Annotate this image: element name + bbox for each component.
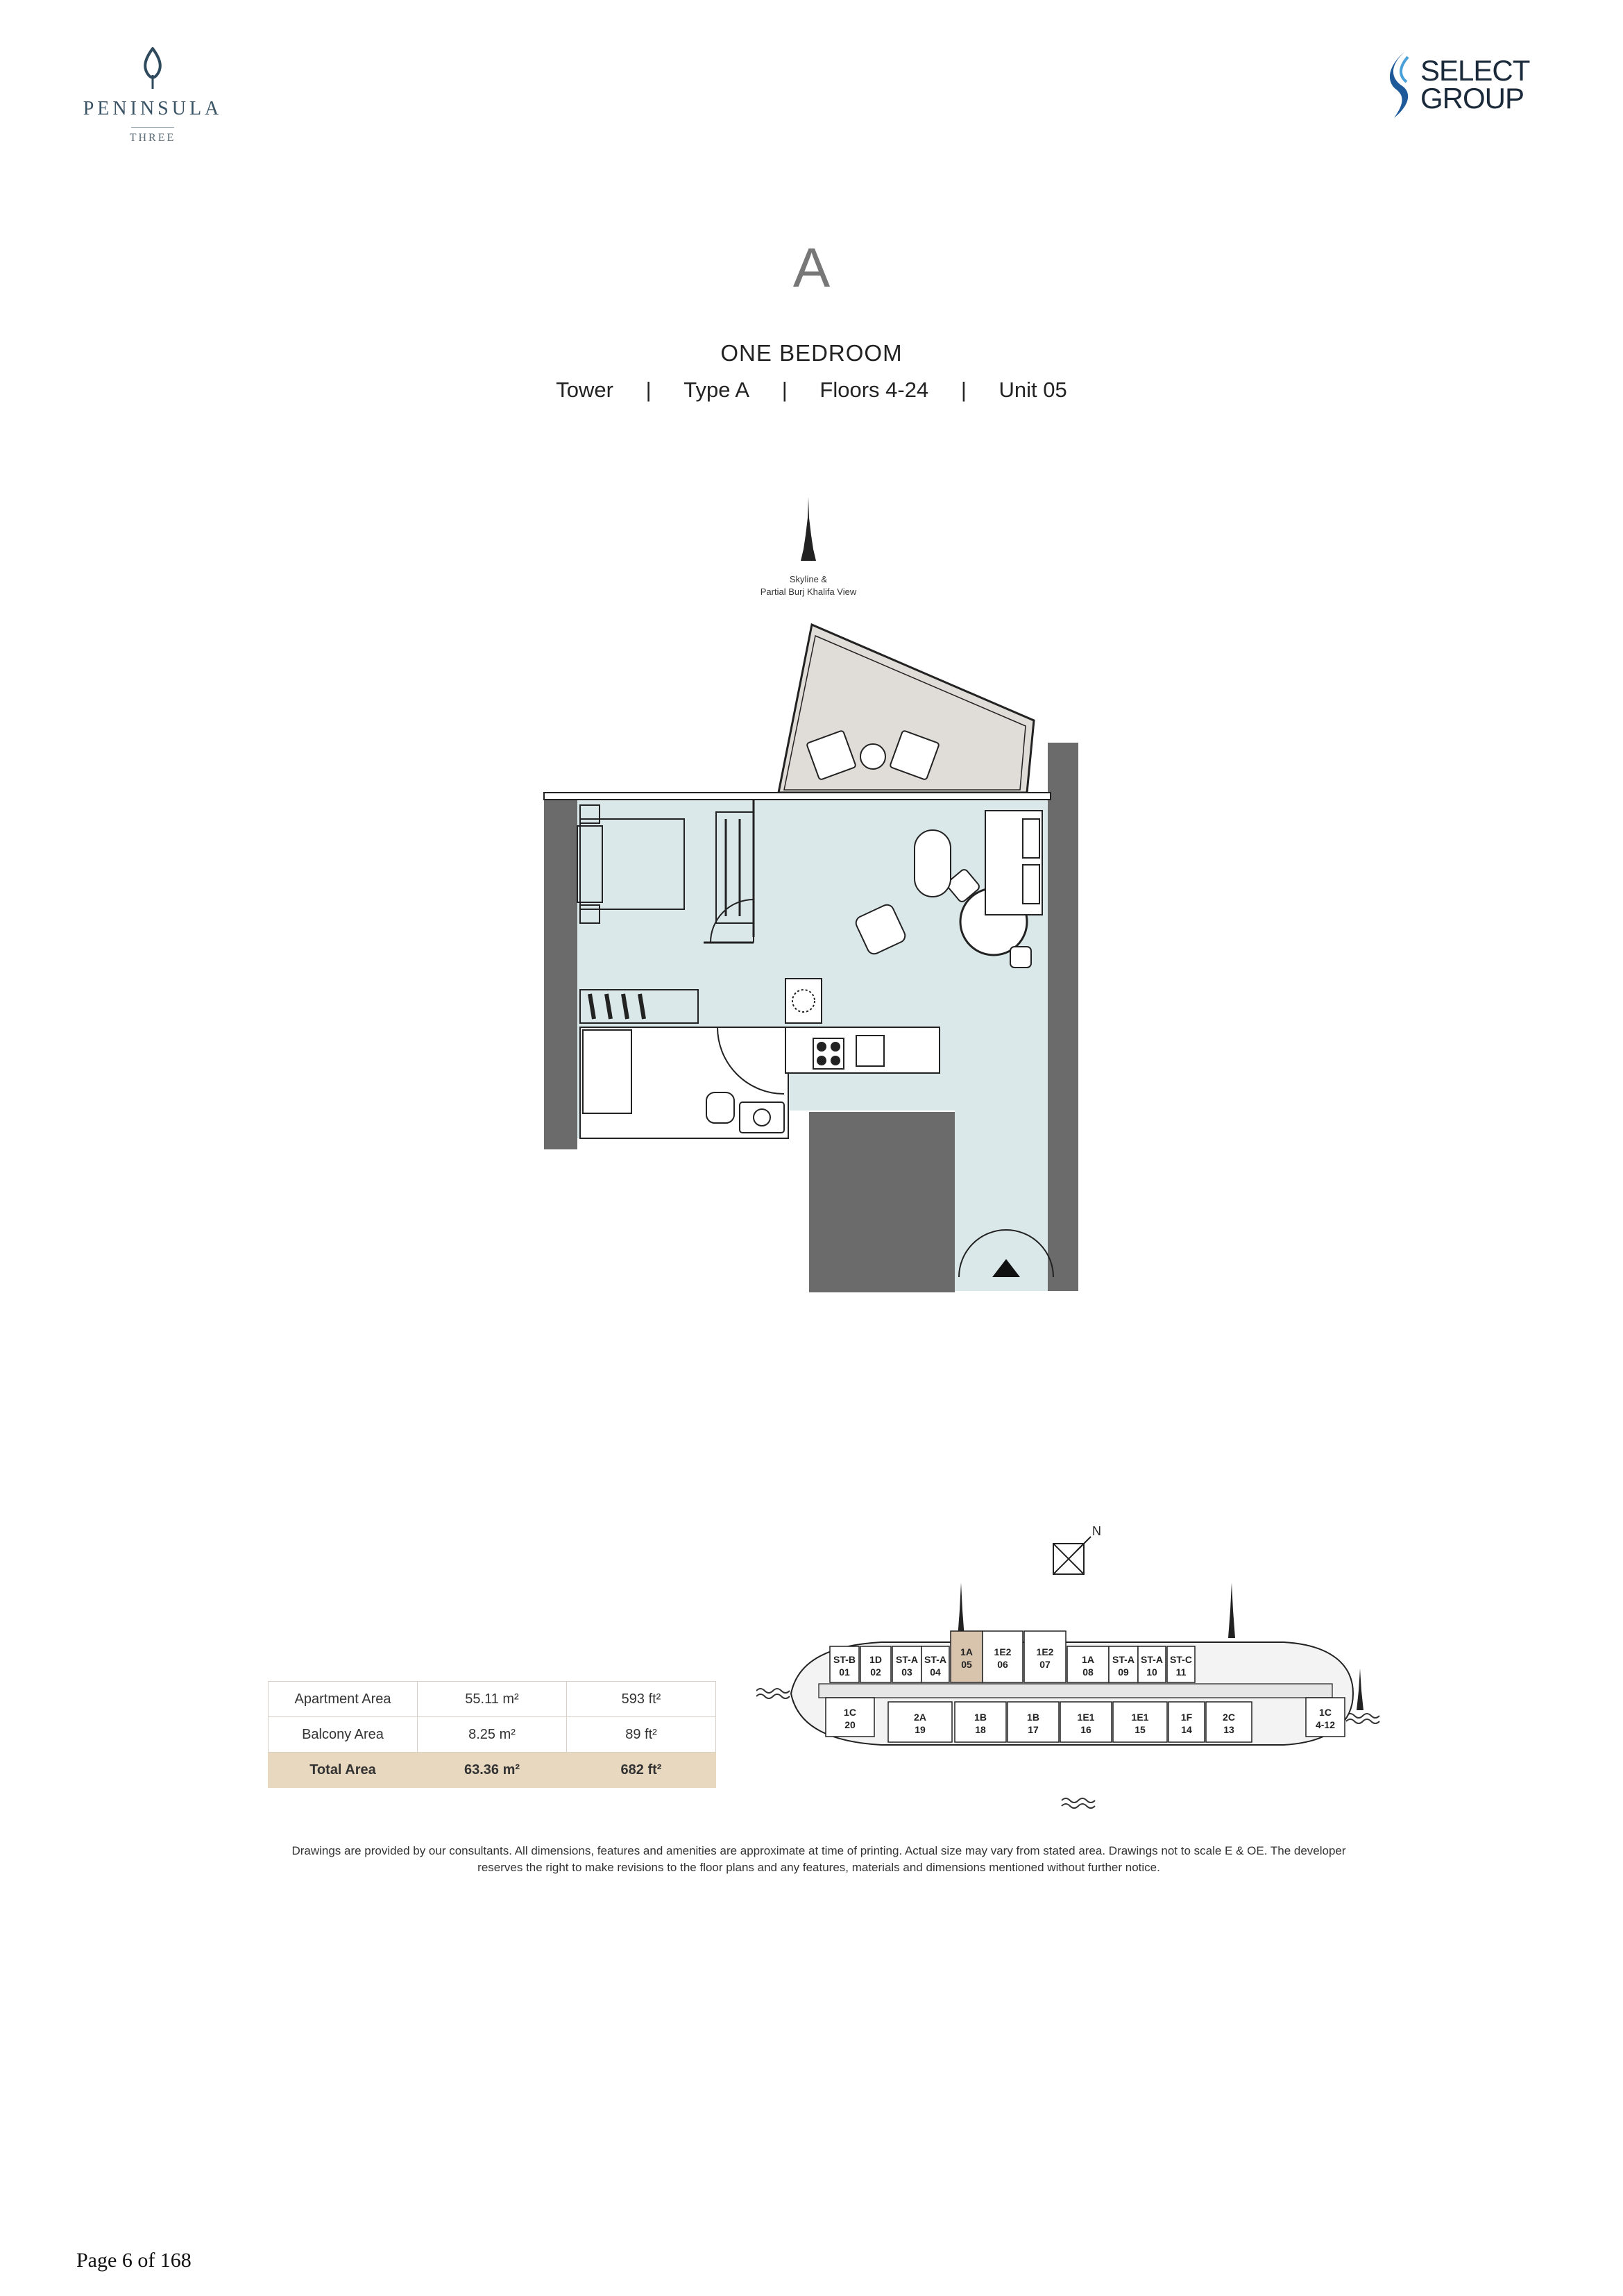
wall-right <box>1048 743 1078 1291</box>
key-plan-unit-number: 17 <box>1028 1724 1039 1735</box>
corridor <box>819 1684 1332 1698</box>
key-plan-unit-code: 1C <box>844 1707 856 1718</box>
key-plan-unit-code: ST-A <box>1112 1654 1135 1665</box>
brand-divider <box>131 127 174 128</box>
burj-khalifa-icon <box>958 1582 965 1638</box>
key-plan-unit-code: ST-A <box>896 1654 918 1665</box>
key-plan-unit-number: 01 <box>839 1666 850 1678</box>
unit-type: Type A <box>683 378 750 402</box>
unit-meta-row <box>0 378 1623 403</box>
select-group-swirl-icon <box>1384 50 1418 119</box>
key-plan-unit-number: 11 <box>1175 1666 1187 1678</box>
key-plan-unit-code: 1E2 <box>994 1646 1012 1657</box>
key-plan-unit-code: 1D <box>869 1654 882 1665</box>
burj-khalifa-icon <box>1228 1582 1235 1638</box>
window-line <box>544 793 1051 800</box>
key-plan-unit-code: 1A <box>1082 1654 1094 1665</box>
key-plan-unit-number: 20 <box>844 1719 856 1730</box>
key-plan-unit-code: ST-A <box>924 1654 946 1665</box>
key-plan-unit-number: 09 <box>1118 1666 1129 1678</box>
key-plan-unit-number: 14 <box>1181 1724 1192 1735</box>
area-sqm: 63.36 m² <box>418 1753 567 1788</box>
key-plan-unit-code: 1B <box>1027 1712 1039 1723</box>
compass-label: N <box>1092 1524 1101 1538</box>
key-plan-unit-code: ST-C <box>1170 1654 1192 1665</box>
view-label-line2: Partial Burj Khalifa View <box>760 586 857 597</box>
view-label <box>715 573 902 598</box>
key-plan-unit-number: 16 <box>1080 1724 1091 1735</box>
disclaimer-line1: Drawings are provided by our consultants. All dimensions, features and amenities are approximate at time of printing. Actual size may vary from stated area. Drawings not to scale E & OE. The developer <box>291 1844 1346 1857</box>
key-plan-unit-code: 1A <box>960 1646 973 1657</box>
key-plan-unit-number: 07 <box>1039 1659 1051 1670</box>
select-group-logo <box>1384 50 1551 126</box>
key-plan-unit-code: ST-B <box>833 1654 856 1665</box>
unit-building: Tower <box>556 378 613 402</box>
sofa <box>985 811 1042 915</box>
brand-right-line1: SELECT <box>1420 54 1530 87</box>
key-plan-unit-number: 13 <box>1223 1724 1234 1735</box>
disclaimer-line2: reserves the right to make revisions to the floor plans and any features, materials and dimensions mentioned without further notice. <box>477 1861 1160 1874</box>
key-plan-unit-code: 2C <box>1223 1712 1235 1723</box>
peninsula-logo <box>69 47 236 165</box>
key-plan-unit-number: 10 <box>1146 1666 1157 1678</box>
burj-khalifa-icon <box>798 497 819 561</box>
key-plan-unit-code: ST-A <box>1141 1654 1163 1665</box>
area-label: Apartment Area <box>269 1682 418 1717</box>
key-plan-unit-number: 08 <box>1082 1666 1094 1678</box>
key-plan-unit-code: 1E1 <box>1131 1712 1149 1723</box>
area-sqm: 55.11 m² <box>418 1682 567 1717</box>
compass-icon <box>1053 1524 1101 1574</box>
sea-view-icon <box>756 1689 790 1698</box>
area-table <box>268 1681 716 1788</box>
disclaimer <box>250 1843 1388 1876</box>
key-plan-unit-number: 05 <box>961 1659 972 1670</box>
coffee-table <box>915 830 951 897</box>
table-row-total <box>269 1753 716 1788</box>
peninsula-drop-icon <box>139 47 167 90</box>
unit-type-letter: A <box>792 237 831 298</box>
key-plan-unit-number: 02 <box>870 1666 881 1678</box>
separator: | <box>781 378 788 402</box>
wall-core <box>809 1112 955 1292</box>
key-plan-unit-code: 1F <box>1180 1712 1193 1723</box>
key-plan-unit-code: 2A <box>914 1712 926 1723</box>
key-plan-unit-code: 1B <box>974 1712 987 1723</box>
key-plan-unit-number: 4-12 <box>1315 1719 1336 1730</box>
area-label: Total Area <box>269 1753 418 1788</box>
area-sqft: 593 ft² <box>567 1682 716 1717</box>
key-plan-unit-code: 1C <box>1319 1707 1332 1718</box>
key-plan-unit-number: 19 <box>915 1724 926 1735</box>
area-sqft: 682 ft² <box>567 1753 716 1788</box>
page-number: Page 6 of 168 <box>76 2249 192 2272</box>
brand-name: PENINSULA <box>83 98 223 119</box>
area-sqm: 8.25 m² <box>418 1717 567 1753</box>
key-plan <box>756 1520 1395 1832</box>
burj-khalifa-icon <box>1357 1669 1363 1710</box>
floor-plan <box>534 611 1089 1305</box>
bathroom <box>580 1027 788 1138</box>
unit-title: ONE BEDROOM <box>720 340 903 366</box>
dining-chair <box>1010 947 1031 968</box>
key-plan-unit-number: 04 <box>930 1666 941 1678</box>
wall-left <box>544 795 577 1149</box>
area-sqft: 89 ft² <box>567 1717 716 1753</box>
view-label-line1: Skyline & <box>789 574 828 584</box>
brand-right-line2: GROUP <box>1420 82 1524 115</box>
key-plan-unit-number: 15 <box>1135 1724 1146 1735</box>
key-plan-unit-number: 06 <box>997 1659 1008 1670</box>
key-plan-unit-number: 03 <box>901 1666 912 1678</box>
table-row <box>269 1717 716 1753</box>
sea-view-icon <box>1346 1714 1379 1723</box>
sea-view-icon <box>1062 1798 1095 1808</box>
separator: | <box>645 378 652 402</box>
key-plan-unit-code: 1E2 <box>1036 1646 1054 1657</box>
separator: | <box>960 378 967 402</box>
key-plan-unit-code: 1E1 <box>1077 1712 1095 1723</box>
brand-subname: THREE <box>129 132 176 144</box>
unit-floors: Floors 4-24 <box>819 378 929 402</box>
area-label: Balcony Area <box>269 1717 418 1753</box>
unit-number: Unit 05 <box>999 378 1067 402</box>
table-row <box>269 1682 716 1717</box>
balcony-table <box>860 744 885 769</box>
fridge <box>785 979 822 1023</box>
key-plan-unit-number: 18 <box>975 1724 986 1735</box>
